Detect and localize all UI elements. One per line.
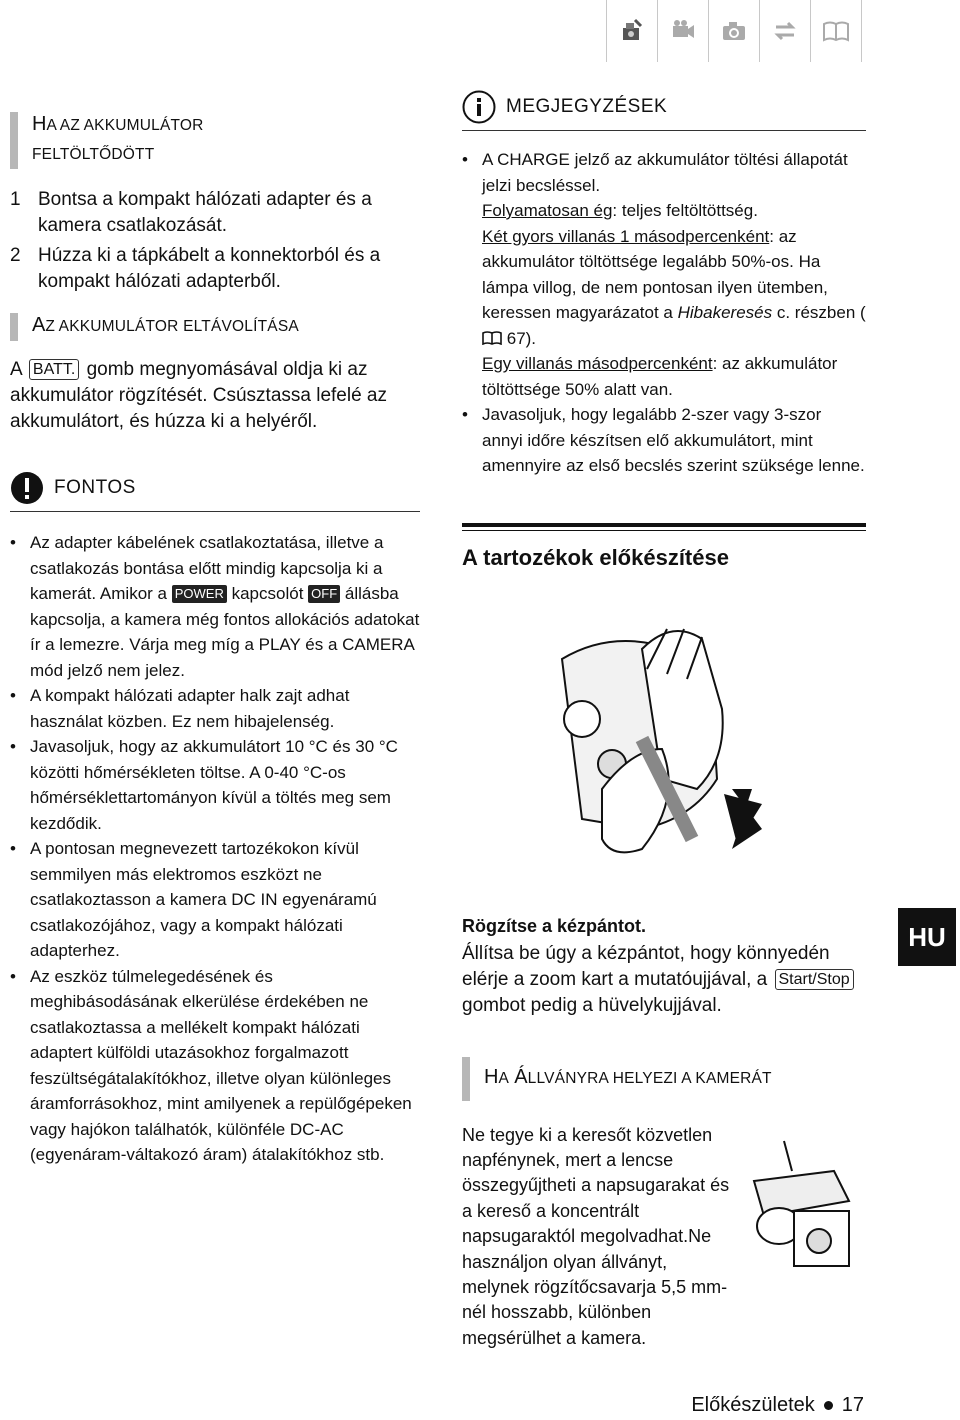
warning-icon — [10, 471, 44, 505]
list-item: • A kompakt hálózati adapter halk zajt adhat használat közben. Ez nem hibajelenség. — [10, 683, 420, 734]
off-position-label: OFF — [308, 585, 340, 603]
chapter-tabs — [606, 0, 862, 62]
hand-strap-illustration — [462, 589, 866, 894]
removal-text: A BATT. gomb megnyomásával oldja ki az akkumulátor rögzítését. Csúsztassa lefelé az akkumulátort, és húzza ki a helyéről. — [10, 359, 388, 432]
power-switch-label: POWER — [172, 585, 227, 603]
video-camera-icon — [668, 16, 698, 46]
strap-heading: Rögzítse a kézpántot. — [462, 915, 647, 936]
tripod-illustration — [734, 1131, 864, 1271]
tab-transfer — [759, 0, 810, 62]
transfer-arrows-icon — [770, 16, 800, 46]
tab-video — [657, 0, 708, 62]
camcorder-tools-icon — [617, 16, 647, 46]
footer-section: Előkészületek — [691, 1394, 815, 1416]
tab-photo — [708, 0, 759, 62]
list-item: • A pontosan megnevezett tartozékokon kívül semmilyen más elektromos eszközt ne csatlakoztasson a kamera DC IN egyenáramú csatlakozójához, vagy a kompakt hálózati adapterhez. — [10, 836, 420, 964]
footer-dot — [824, 1401, 833, 1410]
important-heading: FONTOS — [10, 471, 420, 512]
list-item: • Javasoljuk, hogy legalább 2-szer vagy 3-szor annyi időre készítsen elő akkumulátort, mint amennyire az első becslés szerint szüksége lenne. — [462, 402, 866, 479]
removal-heading: AZ AKKUMULÁTOR ELTÁVOLÍTÁSA — [10, 311, 420, 341]
tab-manual — [810, 0, 862, 62]
book-ref-icon — [482, 331, 502, 345]
list-item: • Javasoljuk, hogy az akkumulátort 10 °C és 30 °C közötti hőmérsékleten töltse. A 0-40 °C-os hőmérséklettartományon kívül a töltés meg sem kezdődik. — [10, 734, 420, 836]
start-stop-key: Start/Stop — [775, 969, 854, 990]
notes-heading: MEGJEGYZÉSEK — [462, 90, 866, 131]
step-item: 1 Bontsa a kompakt hálózati adapter és a kamera csatlakozását. — [10, 189, 372, 236]
list-item: • A CHARGE jelző az akkumulátor töltési állapotát jelzi becsléssel. Folyamatosan ég: teljes feltöltöttség. Két gyors villanás 1 másodpercenként: az akkumulátor töltöttsége legalább 50%-os. Ha lámpa villog, de nem pontosan ilyen ütemben, keressen magyarázatot a Hibakeresés c. részben ( 67). Egy villanás másodpercenként: az akkumulátor töltöttsége 50% alatt van. — [462, 147, 866, 402]
batt-key: BATT. — [29, 359, 79, 380]
strap-text: Állítsa be úgy a kézpántot, hogy könnyedén elérje a zoom kart a mutatóujjával, a Start/Stop gombot pedig a hüvelykujjával. — [462, 941, 866, 1019]
page-footer — [691, 1394, 864, 1417]
step-item: 2 Húzza ki a tápkábelt a konnektorból és a kompakt hálózati adapterből. — [10, 245, 381, 292]
language-tab: HU — [898, 908, 956, 966]
tripod-text: Ne tegye ki a keresőt közvetlen napfénynek, mert a lencse összegyűjtheti a napsugarakat és a kereső a koncentrált napsugaraktól megolvadhat.Ne használjon olyan állványt, melynek rögzítőcsavarja 5,5 mm-nél hosszabb, különben megsérülhet a kamera. — [462, 1124, 730, 1348]
section-title: A tartozékok előkészítése — [462, 544, 729, 570]
photo-camera-icon — [719, 16, 749, 46]
page-number: 17 — [841, 1394, 864, 1416]
charged-heading: HA AZ AKKUMULÁTOR FELTÖLTŐDÖTT — [10, 110, 420, 169]
right-column — [462, 90, 866, 1351]
notes-list — [462, 147, 866, 479]
info-icon — [462, 90, 496, 124]
important-list — [10, 530, 420, 1168]
tripod-section — [462, 1123, 866, 1352]
book-icon — [821, 16, 851, 46]
tripod-heading: HA ÁLLVÁNYRA HELYEZI A KAMERÁT — [462, 1055, 866, 1101]
tab-setup — [606, 0, 657, 62]
charged-steps — [10, 187, 420, 295]
left-column — [10, 110, 420, 1168]
list-item: • Az eszköz túlmelegedésének és meghibásodásának elkerülése érdekében ne csatlakoztassa a mellékelt kompakt hálózati adaptert külföldi utazásokhoz forgalmazott feszültségátalakítókhoz, illetve olyan különleges áramforrásokhoz, mint amilyenek a repülőgépeken vagy hajókon találhatók, különféle DC-AC (egyenáram-váltakozó áram) átalakítókhoz stb. — [10, 964, 420, 1168]
list-item: • Az adapter kábelének csatlakoztatása, illetve a csatlakozás bontása előtt mindig kapcsolja ki a kamerát. Amikor a POWER kapcsolót OFF állásba kapcsolja, a kamera még fontos allokációs adatokat ír a lemezre. Várja meg míg a PLAY és a CAMERA mód jelző nem jelez. — [10, 530, 420, 683]
section-rule — [462, 523, 866, 531]
